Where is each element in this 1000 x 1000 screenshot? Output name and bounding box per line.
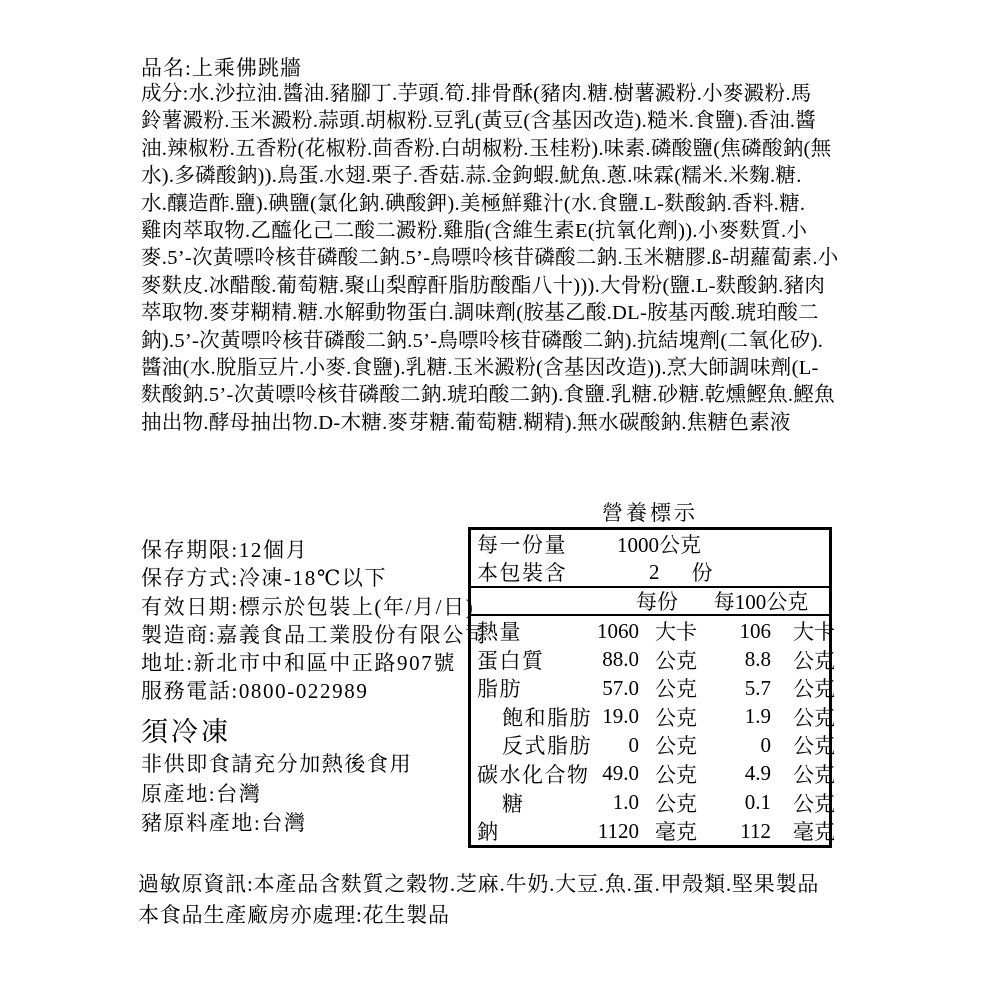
per-100g-value: 0.1 [744, 790, 771, 815]
per-100g-value: 106 [739, 618, 771, 643]
per-100g-value: 0 [760, 732, 771, 757]
storage-method: 保存方式:冷凍-18℃以下 [141, 566, 388, 591]
per-100g-unit: 毫克 [793, 820, 835, 845]
per-serving-unit: 大卡 [655, 620, 697, 644]
per-100g-unit: 公克 [793, 791, 835, 816]
ingredients-line: 水.釀造酢.鹽).碘鹽(氯化鈉.碘酸鉀).美極鮮雞汁(水.食鹽.L-麩酸鈉.香料.糖. [141, 192, 806, 215]
per-100g-value: 1.9 [744, 704, 771, 729]
ingredients-line: 抽出物.酵母抽出物.D-木糖.麥芽糖.葡萄糖.糊精).無水碳酸鈉.焦糖色素液 [141, 411, 791, 434]
servings-per-pack-unit: 份 [691, 561, 713, 585]
per-serving-unit: 公克 [655, 762, 697, 787]
per-100g-unit: 公克 [793, 734, 835, 759]
serving-size-row [471, 530, 829, 558]
per-serving-value: 0 [628, 732, 639, 757]
nutrient-row-sugar [471, 788, 835, 817]
ingredients-line: 鈉).5’-次黃嘌呤核苷磷酸二鈉.5’-鳥嘌呤核苷磷酸二鈉).抗結塊劑(二氧化矽). [141, 329, 824, 352]
per-100g-value: 5.7 [744, 675, 771, 700]
nutrient-row-saturated-fat [471, 702, 835, 731]
ingredients-line: 麥.5’-次黃嘌呤核苷磷酸二鈉.5’-鳥嘌呤核苷磷酸二鈉.玉米糖膠.ß-胡蘿蔔素.小 [141, 247, 839, 270]
per-serving-unit: 公克 [655, 734, 697, 759]
ingredients-line: 雞肉萃取物.乙醯化己二酸二澱粉.雞脂(含維生素E(抗氧化劑)).小麥麩質.小 [141, 220, 808, 243]
nutrition-column-header-row [471, 588, 829, 614]
per-serving-unit: 公克 [655, 648, 697, 673]
ingredients-line: 麩酸鈉.5’-次黃嘌呤核苷磷酸二鈉.琥珀酸二鈉).食鹽.乳糖.砂糖.乾燻鰹魚.鰹魚 [141, 384, 835, 407]
nutrient-label: 脂肪 [477, 677, 522, 702]
nutrient-row-carbohydrate [471, 759, 835, 788]
ingredients-line: 水).多磷酸鈉)).鳥蛋.水翅.栗子.香菇.蒜.金鉤蝦.魷魚.蔥.味霖(糯米.米麴.糖. [141, 165, 802, 188]
serving-size-label: 每一份量 [477, 533, 567, 557]
per-100g-value: 112 [740, 818, 771, 843]
facility-allergen-info: 本食品生產廠房亦處理:花生製品 [138, 903, 450, 927]
per-serving-value: 49.0 [602, 761, 639, 786]
nutrient-label: 反式脂肪 [502, 734, 592, 759]
servings-per-pack-label: 本包裝含 [477, 561, 567, 585]
ingredients-line: 萃取物.麥芽糊精.糖.水解動物蛋白.調味劑(胺基乙酸.DL-胺基丙酸.琥珀酸二 [141, 302, 819, 325]
nutrient-label: 碳水化合物 [477, 762, 590, 787]
shelf-life: 保存期限:12個月 [141, 538, 309, 562]
nutrition-title: 營養標示 [602, 501, 698, 525]
per-serving-value: 1060 [597, 618, 639, 643]
product-name: 品名:上乘佛跳牆 [141, 56, 302, 80]
per-serving-unit: 毫克 [655, 820, 697, 845]
per-100g-unit: 公克 [793, 648, 835, 673]
nutrient-label: 飽和脂肪 [502, 705, 592, 730]
servings-per-pack-value: 2 [649, 559, 660, 584]
per-100g-unit: 公克 [793, 705, 835, 730]
serving-size-value: 1000公克 [617, 533, 701, 557]
manufacturer: 製造商:嘉義食品工業股份有限公司 [141, 622, 488, 647]
service-phone: 服務電話:0800-022989 [141, 679, 369, 704]
per-100g-unit: 公克 [793, 762, 835, 787]
ingredients-line: 醬油(水.脫脂豆片.小麥.食鹽).乳糖.玉米澱粉(含基因改造)).烹大師調味劑(L- [141, 357, 819, 380]
per-100g-unit: 公克 [793, 677, 835, 702]
nutrient-label: 糖 [502, 791, 525, 816]
nutrient-row-fat [471, 673, 835, 702]
per-100g-unit: 大卡 [793, 620, 835, 644]
nutrient-row-sodium [471, 816, 835, 845]
per-serving-unit: 公克 [655, 705, 697, 730]
per-serving-value: 57.0 [602, 675, 639, 700]
nutrient-row-trans-fat [471, 730, 835, 759]
per-serving-value: 19.0 [602, 704, 639, 729]
nutrition-table [468, 527, 835, 848]
per-100g-value: 4.9 [744, 761, 771, 786]
storage-info-block [141, 534, 487, 836]
ingredients-line: 麥麩皮.冰醋酸.葡萄糖.聚山梨醇酐脂肪酸酯八十))).大骨粉(鹽.L-麩酸鈉.豬肉 [141, 274, 826, 297]
nutrient-row-calories [471, 616, 835, 645]
per-serving-value: 1.0 [612, 790, 639, 815]
per-serving-unit: 公克 [655, 677, 697, 702]
allergen-info: 過敏原資訊:本產品含麩質之穀物.芝麻.牛奶.大豆.魚.蛋.甲殼類.堅果製品 [138, 872, 820, 896]
ingredients-paragraph [141, 81, 839, 437]
per-serving-column-header: 每份 [636, 590, 678, 614]
ingredients-line: 鈴薯澱粉.玉米澱粉.蒜頭.胡椒粉.豆乳(黃豆(含基因改造).糙米.食鹽).香油.醬 [141, 110, 817, 133]
per-100g-column-header: 每100公克 [713, 590, 809, 614]
expiry-date: 有效日期:標示於包裝上(年/月/日) [141, 594, 475, 619]
allergen-block [138, 868, 819, 930]
ingredients-line: 成分:水.沙拉油.醬油.豬腳丁.芋頭.筍.排骨酥(豬肉.糖.樹薯澱粉.小麥澱粉.馬 [141, 83, 812, 105]
keep-frozen-notice: 須冷凍 [141, 716, 231, 747]
pork-origin: 豬原料產地:台灣 [141, 810, 307, 835]
nutrient-label: 熱量 [477, 620, 522, 644]
nutrient-row-protein [471, 645, 835, 674]
nutrient-label: 蛋白質 [477, 648, 545, 673]
per-serving-unit: 公克 [655, 791, 697, 816]
per-100g-value: 8.8 [744, 647, 771, 672]
country-of-origin: 原產地:台灣 [141, 781, 262, 806]
ingredients-line: 油.辣椒粉.五香粉(花椒粉.茴香粉.白胡椒粉.玉桂粉).味素.磷酸鹽(焦磷酸鈉(無 [141, 137, 832, 160]
per-serving-value: 1120 [597, 818, 639, 843]
manufacturer-address: 地址:新北市中和區中正路907號 [141, 651, 456, 676]
per-serving-value: 88.0 [602, 647, 639, 672]
nutrient-label: 鈉 [477, 820, 500, 845]
servings-per-pack-row [471, 558, 829, 586]
heating-instruction: 非供即食請充分加熱後食用 [141, 751, 413, 776]
